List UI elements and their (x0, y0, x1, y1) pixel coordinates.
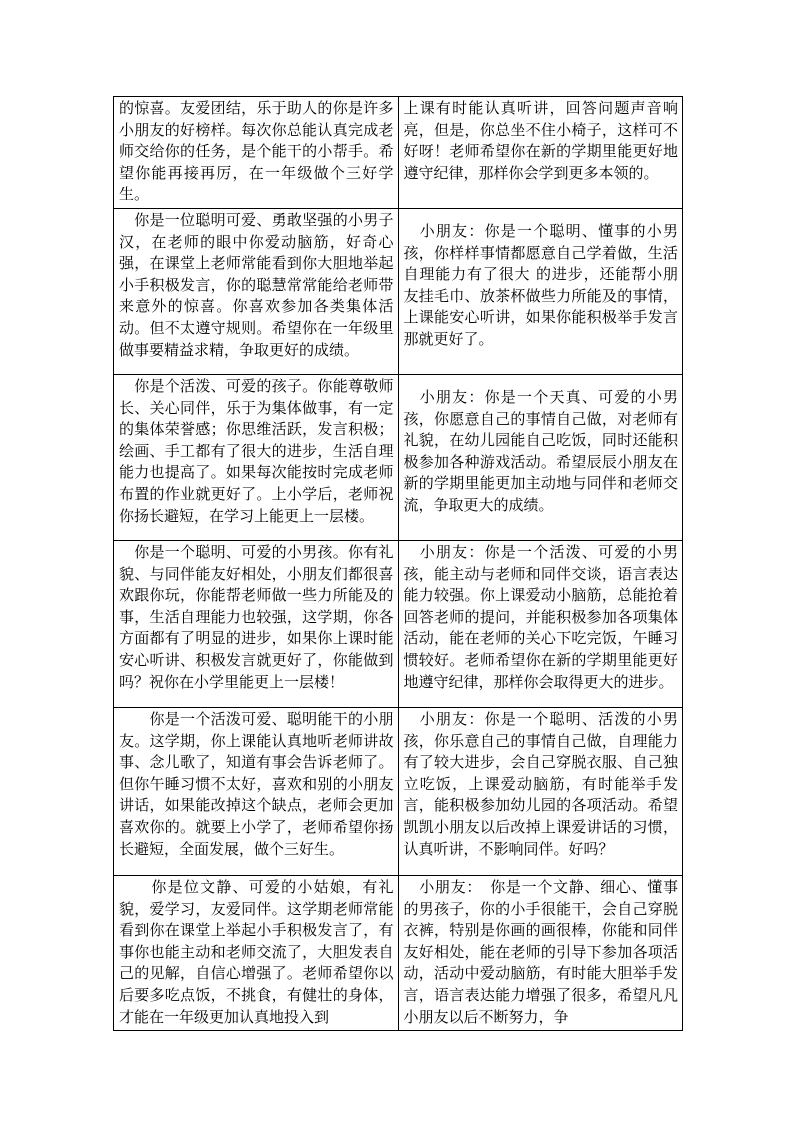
table-cell-left (114, 875, 399, 1030)
table-cell-left (114, 540, 399, 707)
table-cell-right (398, 875, 683, 1030)
comment-text: 你是位文静、可爱的小姑娘，有礼貌，爱学习，友爱同伴。这学期老师常能看到你在课堂上举起小手积极发言了，有事你也能主动和老师交流了，大胆发表自己的见解，自信心增强了。老师希望你以后要多吃点饭，不挑食，有健壮的身体，才能在一年级更加认真地投入到 (119, 877, 394, 1026)
comment-text: 你是一位聪明可爱、勇敢坚强的小男子汉，在老师的眼中你爱动脑筋，好奇心强，在课堂上老师常能看到你大胆地举起小手积极发言，你的聪慧常常能给老师带来意外的惊喜。你喜欢参加各类集体活动。但不太遵守规则。希望你在一年级里做事要精益求精，争取更好的成绩。 (119, 210, 394, 359)
table-cell-right (398, 540, 683, 707)
table-row (114, 540, 683, 707)
table-cell-left (114, 707, 399, 875)
table-cell-left (114, 208, 399, 374)
table-cell-left (114, 374, 399, 540)
table-cell-right (398, 374, 683, 540)
comment-text: 你是个活泼、可爱的孩子。你能尊敬师长、关心同伴，乐于为集体做事，有一定的集体荣誉感；你思维活跃，发言积极；绘画、手工都有了很大的进步，生活自理能力也提高了。如果每次能按时完成老师布置的作业就更好了。上小学后，老师祝你扬长避短，在学习上能更上一层楼。 (119, 376, 394, 525)
comment-text: 的惊喜。友爱团结，乐于助人的你是许多小朋友的好榜样。每次你总能认真完成老师交给你的任务，是个能干的小帮手。希望你能再接再厉，在一年级做个三好学生。 (119, 99, 394, 204)
comment-text: 小朋友：你是一个聪明、懂事的小男孩，你样样事情都愿意自己学着做，生活自理能力有了很大 的进步，还能帮小朋友挂毛巾、放茶杯做些力所能及的事情，上课能安心听讲，如果你能积极举手发言那就更好了。 (403, 221, 678, 348)
table-cell-right (398, 97, 683, 209)
table-row (114, 97, 683, 209)
table-row (114, 875, 683, 1030)
comment-text: 小朋友： 你是一个文静、细心、懂事的男孩子，你的小手很能干，会自己穿脱衣裤，特别是你画的画很棒，你能和同伴友好相处，能在老师的引导下参加各项活动，活动中爱动脑筋，有时能大胆举手发言，语言表达能力增强了很多，希望凡凡小朋友以后不断努力，争 (403, 877, 678, 1026)
comment-text: 小朋友：你是一个天真、可爱的小男孩，你愿意自己的事情自己做，对老师有礼貌，在幼儿园能自己吃饭，同时还能积极参加各种游戏活动。希望辰辰小朋友在新的学期里能更加主动地与同伴和老师交流，争取更大的成绩。 (403, 387, 678, 514)
comments-table (113, 96, 683, 1031)
table-row (114, 374, 683, 540)
comment-text: 小朋友：你是一个活泼、可爱的小男孩，能主动与老师和同伴交谈，语言表达能力较强。你上课爱动小脑筋，总能抢着回答老师的提问，并能积极参加各项集体活动，能在老师的关心下吃完饭，午睡习惯较好。老师希望你在新的学期里能更好地遵守纪律，那样你会取得更大的进步。 (403, 542, 678, 691)
table-cell-left (114, 97, 399, 209)
table-cell-right (398, 707, 683, 875)
table-cell-right (398, 208, 683, 374)
comment-text: 你是一个聪明、可爱的小男孩。你有礼貌、与同伴能友好相处，小朋友们都很喜欢跟你玩，你能帮老师做一些力所能及的事，生活自理能力也较强，这学期，你各方面都有了明显的进步，如果你上课时能安心听讲、积极发言就更好了，你能做到吗？祝你在小学里能更上一层楼！ (119, 542, 394, 691)
comment-text: 你是一个活泼可爱、聪明能干的小朋友。这学期，你上课能认真地听老师讲故事、念儿歌了，知道有事会告诉老师了。但你午睡习惯不太好，喜欢和别的小朋友讲话，如果能改掉这个缺点，老师会更加喜欢你的。就要上小学了，老师希望你扬长避短，全面发展，做个三好生。 (119, 709, 394, 858)
table-row (114, 707, 683, 875)
comment-text: 小朋友：你是一个聪明、活泼的小男孩，你乐意自己的事情自己做，自理能力有了较大进步，会自己穿脱衣服、自己独立吃饭，上课爱动脑筋，有时能举手发言，能积极参加幼儿园的各项活动。希望凯凯小朋友以后改掉上课爱讲话的习惯，认真听讲，不影响同伴。好吗？ (403, 709, 678, 858)
table-row (114, 208, 683, 374)
comment-text: 上课有时能认真听讲，回答问题声音响亮，但是，你总坐不住小椅子，这样可不好呀！老师希望你在新的学期里能更好地遵守纪律，那样你会学到更多本领的。 (403, 99, 678, 182)
